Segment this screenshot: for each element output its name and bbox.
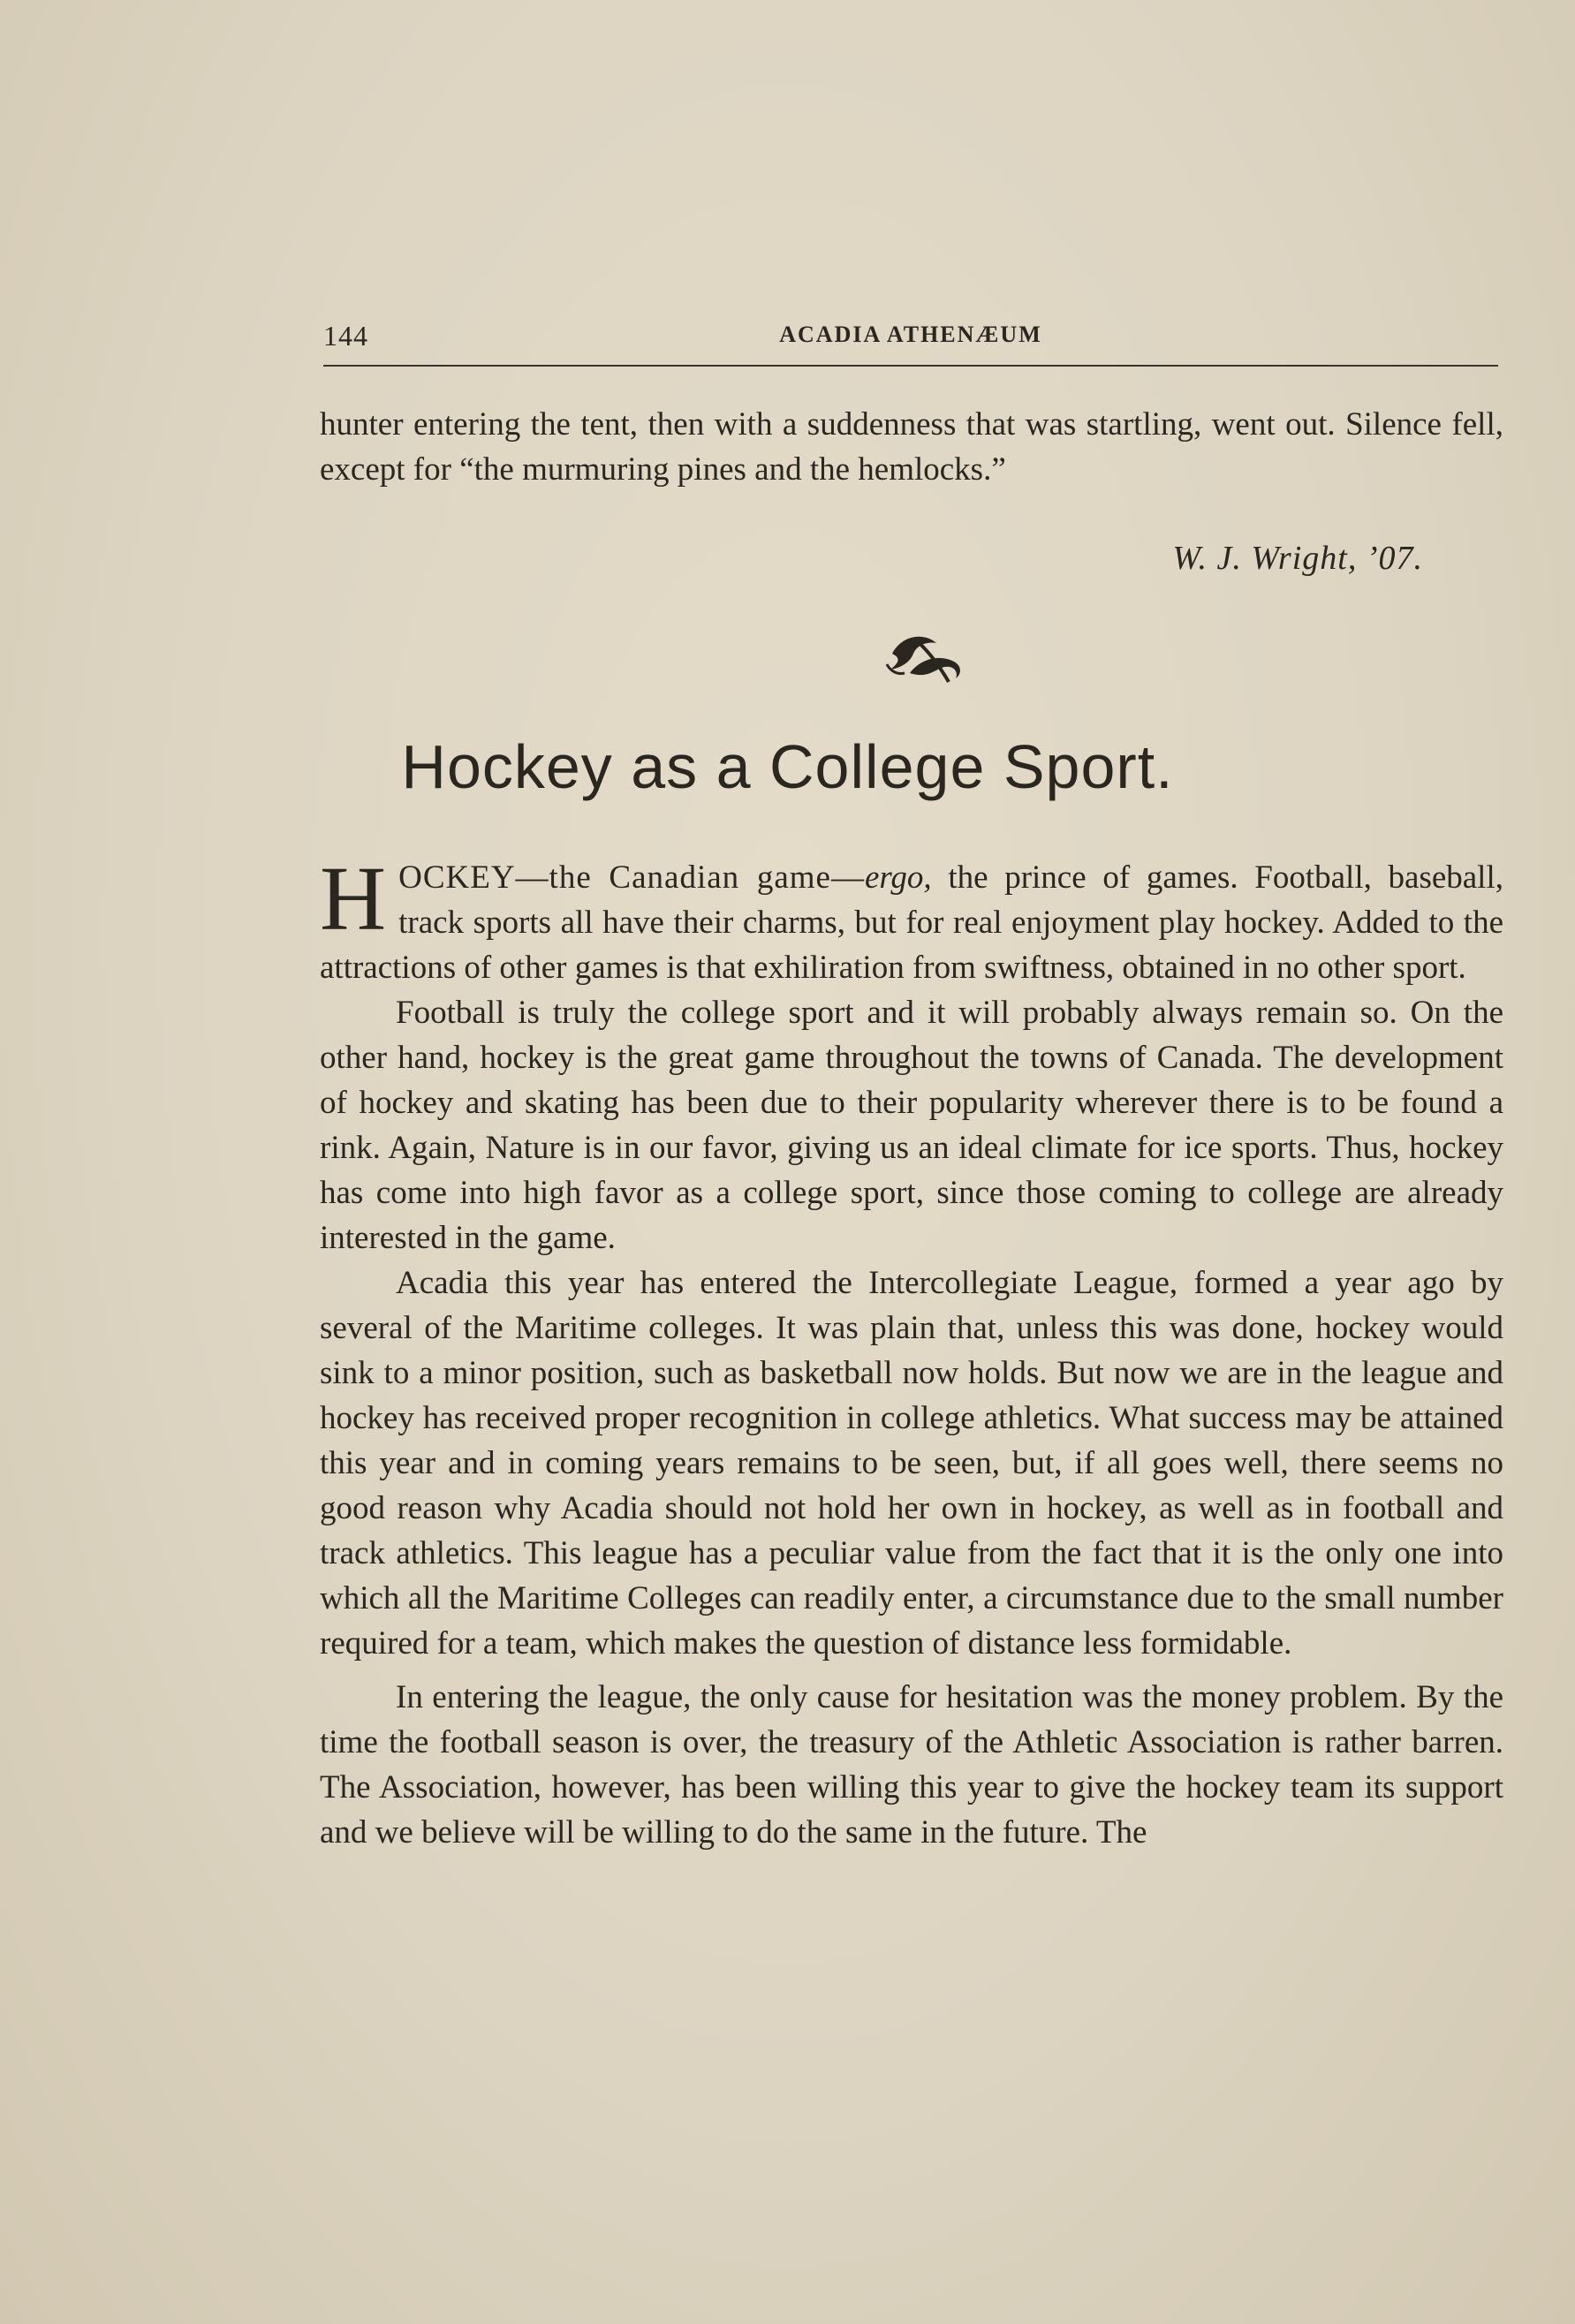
author-signature: W. J. Wright, ’07. [1172,540,1423,577]
paragraph: Acadia this year has entered the Intercollegiate League, formed a year ago by several of the Maritime colleges. It was plain that, unless this was done, hockey would sink to a minor position, such as basketball now holds. But now we are in the league and hockey has received proper recognition in college athletics. What success may be attained this year and in coming years remains to be seen, but, if all goes well, there seems no good reason why Acadia should not hold her own in hockey, as well as in football and track athletics. This league has a peculiar value from the fact that it is the only one into which all the Maritime Colleges can readily enter, a circumstance due to the small number required for a team, which makes the question of distance less formidable. [320,1265,1503,1662]
paragraph: Football is truly the college sport and it will probably always remain so. On the other hand, hockey is the great game throughout the towns of Canada. The development of hockey and skating has been due to their popularity wherever there is to be found a rink. Again, Nature is in our favor, giving us an ideal climate for ice sports. Thus, hockey has come into high favor as a college sport, since those coming to college are already interested in the game. [320,995,1503,1256]
drop-cap: H [320,848,387,950]
header-rule [323,365,1498,367]
page-header [323,316,1498,362]
first-paragraph [320,848,1503,990]
page-number: 144 [323,320,368,352]
paragraph: In entering the league, the only cause for hesitation was the money problem. By the time the football season is over, the treasury of the Athletic Association is rather barren. The Association, however, has been willing this year to give the hockey team its support and we believe will be willing to do the same in the future. The [320,1679,1503,1851]
first-paragraph-lead: OCKEY—the Canadian game— [398,859,865,896]
continued-text [320,402,1503,492]
first-paragraph-italic: ergo, [864,859,932,896]
running-head: ACADIA ATHENÆUM [779,322,1042,347]
article-title: Hockey as a College Sport. [401,732,1174,801]
fleuron-icon [875,618,972,689]
continued-paragraph: hunter entering the tent, then with a suddenness that was startling, went out. Silence fell, except for “the murmuring pines and the hemlocks.” [320,406,1503,488]
article-body [320,848,1503,1855]
first-paragraph-rest: the prince of games. Football, baseball, track sports all have their charms, but for real enjoyment play hockey. Added to the attractions of other games is that exhiliration from swiftness, obtained in no other sport. [320,859,1503,986]
